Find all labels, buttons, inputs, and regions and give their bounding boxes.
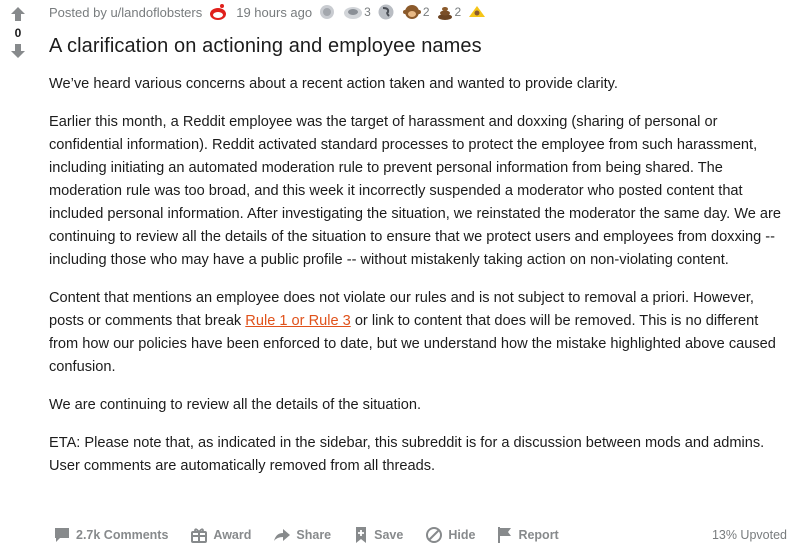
paragraph: Earlier this month, a Reddit employee was the target of harassment and doxxing (sharing of personal or confidential information). Reddit activated standard processes to protect the employee from such harassment, including initiating an automated moderation rule to prevent personal information from being shared. The moderation rule was too broad, and this week it incorrectly suspended a moderator who posted content that included personal information. After investigating the situation, we reinstated the moderator the same day. We are continuing to review all the details of the situation to ensure that we protect users and employees from doxxing -- including those who may have a public profile -- without mistakenly taking action on non-violating content. xyxy=(49,114,781,268)
award-monkey[interactable] xyxy=(402,3,430,21)
paragraph xyxy=(49,287,789,379)
vote-column xyxy=(0,0,36,59)
award-gold[interactable] xyxy=(467,3,488,21)
monkey-award-icon xyxy=(402,3,422,21)
hide-label: Hide xyxy=(448,528,476,542)
posted-by-label: Posted by xyxy=(49,4,107,20)
award-wholesome[interactable] xyxy=(377,3,396,21)
author-link[interactable]: u/landoflobsters xyxy=(110,4,203,20)
post xyxy=(49,0,789,493)
award-poop[interactable] xyxy=(436,3,462,21)
report-button[interactable] xyxy=(497,526,558,544)
gift-icon xyxy=(190,526,208,544)
paragraph-text: or link to content that does will be removed. This is no different from how our policies have been enforced to date, but we understand how the mistake highlighted above caused confusion. xyxy=(49,313,776,375)
comments-label: 2.7k Comments xyxy=(76,528,169,542)
gold-award-icon xyxy=(467,3,487,21)
paragraph: We’ve heard various concerns about a recent action taken and wanted to provide clarity. xyxy=(49,76,618,92)
award-label: Award xyxy=(213,528,252,542)
silver-award-icon xyxy=(318,3,336,21)
paragraph: ETA: Please note that, as indicated in the sidebar, this subreddit is for a discussion between mods and admins. User comments are automatically removed from all threads. xyxy=(49,435,765,474)
bookmark-icon xyxy=(353,526,369,544)
upvote-arrow-icon xyxy=(10,6,26,22)
award-helpful[interactable] xyxy=(343,3,371,21)
award-count: 2 xyxy=(422,5,430,19)
award-count: 3 xyxy=(364,5,371,19)
upvote-ratio: 13% Upvoted xyxy=(711,528,787,542)
vote-score: 0 xyxy=(14,26,22,40)
share-label: Share xyxy=(296,528,332,542)
post-meta xyxy=(49,0,789,24)
upvote-button[interactable] xyxy=(8,6,28,22)
post-body xyxy=(49,73,789,478)
award-count: 2 xyxy=(454,5,462,19)
save-button[interactable] xyxy=(353,526,403,544)
flag-icon xyxy=(497,526,513,544)
share-arrow-icon xyxy=(273,526,291,544)
wholesome-award-icon xyxy=(377,3,395,21)
award-button[interactable] xyxy=(190,526,251,544)
admin-snoo-icon xyxy=(208,3,228,21)
downvote-arrow-icon xyxy=(10,43,26,59)
post-title[interactable]: A clarification on actioning and employee names xyxy=(49,35,482,57)
poop-award-icon xyxy=(436,3,454,21)
paragraph-text: Content that mentions an employee does not violate our rules and is not subject to removal a priori. However, posts or comments that break xyxy=(49,290,754,329)
share-button[interactable] xyxy=(273,526,331,544)
paragraph: We are continuing to review all the details of the situation. xyxy=(49,397,422,413)
post-time: 19 hours ago xyxy=(236,4,313,20)
hide-button[interactable] xyxy=(425,526,475,544)
save-label: Save xyxy=(374,528,404,542)
comments-button[interactable] xyxy=(53,526,168,544)
rules-link[interactable]: Rule 1 or Rule 3 xyxy=(245,313,351,329)
downvote-button[interactable] xyxy=(8,43,28,59)
post-actions-bar xyxy=(53,523,793,547)
report-label: Report xyxy=(518,528,559,542)
helpful-award-icon xyxy=(343,3,363,21)
award-silver[interactable] xyxy=(318,3,337,21)
comment-icon xyxy=(53,526,71,544)
hide-icon xyxy=(425,526,443,544)
